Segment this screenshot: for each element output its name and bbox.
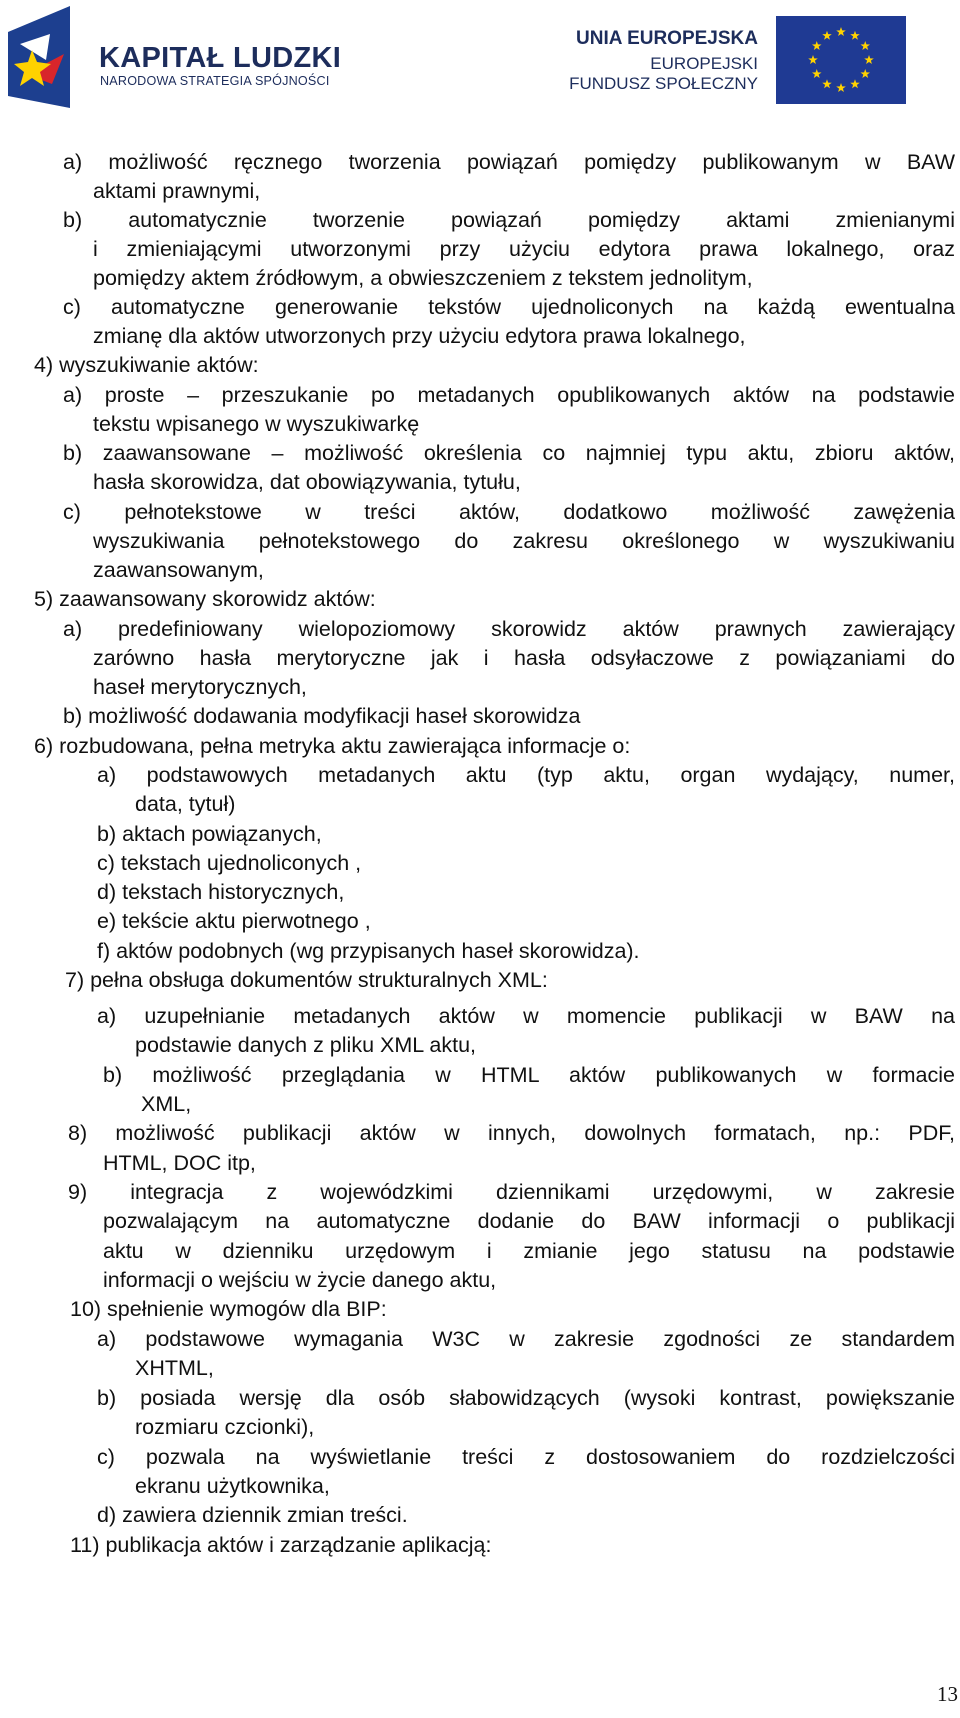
eu-fund-line1: EUROPEJSKI	[650, 54, 758, 73]
text-line: 6) rozbudowana, pełna metryka aktu zawierająca informacje o:	[34, 734, 631, 758]
eu-fund-line2: FUNDUSZ SPOŁECZNY	[569, 74, 758, 93]
text-line: i zmieniającymi utworzonymi przy użyciu edytora prawa lokalnego, oraz	[93, 237, 955, 261]
text-line: rozmiaru czcionki),	[135, 1415, 315, 1439]
text-line: a) predefiniowany wielopoziomowy skorowidz aktów prawnych zawierający	[63, 617, 955, 641]
text-line: b) automatycznie tworzenie powiązań pomiędzy aktami zmienianymi	[63, 208, 955, 232]
text-line: aktu w dzienniku urzędowym i zmianie jego statusu na podstawie	[103, 1239, 955, 1263]
text-line: 7) pełna obsługa dokumentów strukturalnych XML:	[65, 968, 548, 992]
text-line: a) uzupełnianie metadanych aktów w momencie publikacji w BAW na	[97, 1004, 955, 1028]
text-line: c) pozwala na wyświetlanie treści z dostosowaniem do rozdzielczości	[97, 1445, 955, 1469]
text-line: a) możliwość ręcznego tworzenia powiązań pomiędzy publikowanym w BAW	[63, 150, 955, 174]
text-line: XML,	[141, 1092, 192, 1116]
text-line: haseł merytorycznych,	[93, 675, 307, 699]
text-line: b) możliwość przeglądania w HTML aktów publikowanych w formacie	[103, 1063, 955, 1087]
text-line: data, tytuł)	[135, 792, 236, 816]
page-number: 13	[937, 1682, 958, 1706]
text-line: pozwalającym na automatyczne dodanie do BAW informacji o publikacji	[103, 1209, 955, 1233]
kapital-ludzki-emblem-icon	[6, 4, 86, 108]
eu-title: UNIA EUROPEJSKA	[576, 28, 758, 49]
text-line: 11) publikacja aktów i zarządzanie aplikacją:	[70, 1533, 492, 1557]
kl-subtitle: NARODOWA STRATEGIA SPÓJNOŚCI	[100, 74, 330, 88]
text-line: e) tekście aktu pierwotnego ,	[97, 909, 371, 933]
text-line: tekstu wpisanego w wyszukiwarkę	[93, 412, 420, 436]
text-line: podstawie danych z pliku XML aktu,	[135, 1033, 476, 1057]
text-line: aktami prawnymi,	[93, 179, 261, 203]
kl-title: KAPITAŁ LUDZKI	[99, 42, 342, 74]
text-line: b) zaawansowane – możliwość określenia co najmniej typu aktu, zbioru aktów,	[63, 441, 955, 465]
text-line: 9) integracja z wojewódzkimi dziennikami urzędowymi, w zakresie	[68, 1180, 955, 1204]
text-line: 5) zaawansowany skorowidz aktów:	[34, 587, 376, 611]
text-line: d) tekstach historycznych,	[97, 880, 345, 904]
text-line: b) aktach powiązanych,	[97, 822, 322, 846]
text-line: c) pełnotekstowe w treści aktów, dodatkowo możliwość zawężenia	[63, 500, 955, 524]
text-line: c) automatyczne generowanie tekstów ujednoliconych na każdą ewentualna	[63, 295, 955, 319]
text-line: b) możliwość dodawania modyfikacji haseł skorowidza	[63, 704, 581, 728]
text-line: a) podstawowe wymagania W3C w zakresie zgodności ze standardem	[97, 1327, 955, 1351]
text-line: ekranu użytkownika,	[135, 1474, 330, 1498]
text-line: zmianę dla aktów utworzonych przy użyciu edytora prawa lokalnego,	[93, 324, 746, 348]
eu-flag-icon	[776, 16, 906, 104]
eu-logo	[569, 10, 910, 106]
text-line: zaawansowanym,	[93, 558, 264, 582]
text-line: c) tekstach ujednoliconych ,	[97, 851, 362, 875]
text-line: hasła skorowidza, dat obowiązywania, tytułu,	[93, 470, 521, 494]
text-line: f) aktów podobnych (wg przypisanych haseł skorowidza).	[97, 939, 640, 963]
text-line: pomiędzy aktem źródłowym, a obwieszczeniem z tekstem jednolitym,	[93, 266, 753, 290]
text-line: 8) możliwość publikacji aktów w innych, dowolnych formatach, np.: PDF,	[68, 1121, 955, 1145]
kapital-ludzki-logo	[6, 4, 346, 108]
text-line: d) zawiera dziennik zmian treści.	[97, 1503, 408, 1527]
text-line: informacji o wejściu w życie danego aktu,	[103, 1268, 497, 1292]
text-line: a) proste – przeszukanie po metadanych opublikowanych aktów na podstawie	[63, 383, 955, 407]
text-line: wyszukiwania pełnotekstowego do zakresu określonego w wyszukiwaniu	[93, 529, 955, 553]
text-line: zarówno hasła merytoryczne jak i hasła odsyłaczowe z powiązaniami do	[93, 646, 955, 670]
text-line: XHTML,	[135, 1356, 214, 1380]
text-line: HTML, DOC itp,	[103, 1151, 256, 1175]
text-line: b) posiada wersję dla osób słabowidzących (wysoki kontrast, powiększanie	[97, 1386, 955, 1410]
text-line: 10) spełnienie wymogów dla BIP:	[70, 1297, 387, 1321]
text-line: a) podstawowych metadanych aktu (typ aktu, organ wydający, numer,	[97, 763, 955, 787]
text-line: 4) wyszukiwanie aktów:	[34, 353, 259, 377]
